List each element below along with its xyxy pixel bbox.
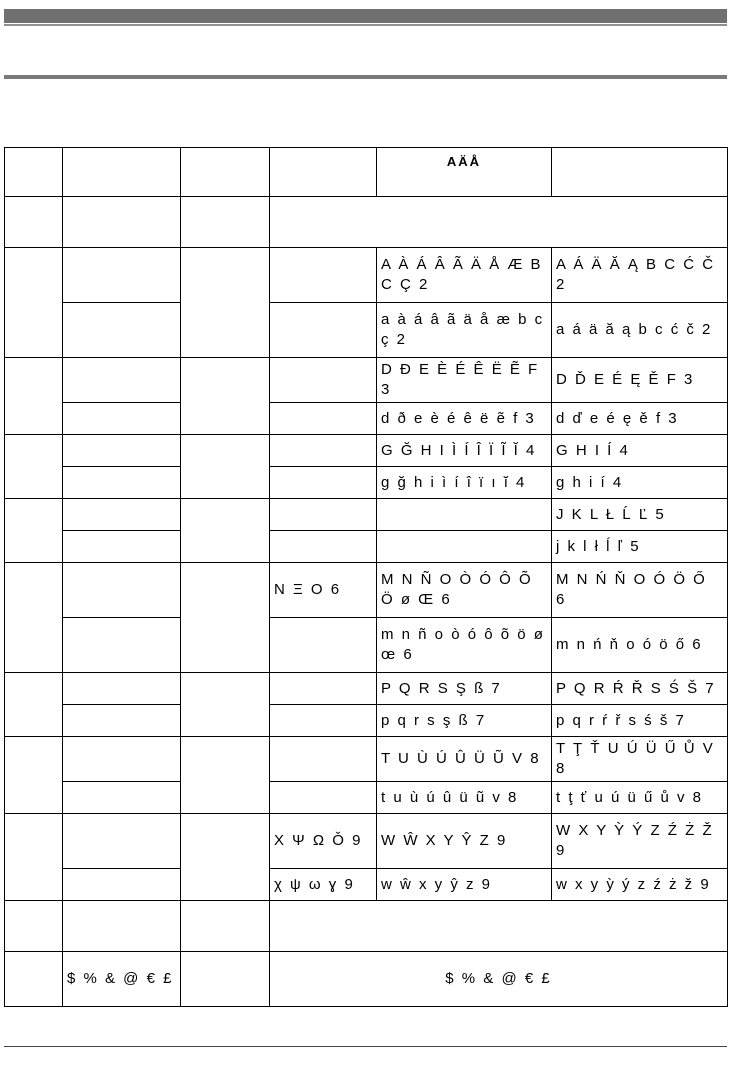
key3-lower-extended: d ð e è é ê ë ẽ f 3 xyxy=(377,403,552,435)
key2-lower-eastern: a á ä ă ą b c ć č 2 xyxy=(552,303,728,358)
table-cell xyxy=(63,705,181,737)
table-cell xyxy=(181,499,270,563)
table-cell xyxy=(63,901,181,952)
key4-upper-extended: G Ğ H I Ì Í Î Ï Ĩ Ĭ 4 xyxy=(377,435,552,467)
table-row xyxy=(5,901,728,952)
table-cell xyxy=(63,563,181,618)
key6-lower-extended: m n ñ o ò ó ô õ ö ø œ 6 xyxy=(377,618,552,673)
table-cell xyxy=(5,435,63,499)
symbols-cell: $ % & @ € £ xyxy=(63,952,181,1007)
table-cell xyxy=(5,499,63,563)
table-cell xyxy=(270,499,377,531)
table-cell xyxy=(181,563,270,673)
key9-lower-eastern: w x y ỳ ý z ź ż ž 9 xyxy=(552,869,728,901)
table-row xyxy=(5,952,728,1007)
table-cell xyxy=(63,869,181,901)
table-cell xyxy=(181,737,270,814)
header-cell xyxy=(5,148,63,197)
header-rule-thick xyxy=(4,9,727,23)
table-cell xyxy=(5,358,63,435)
table-cell xyxy=(5,248,63,358)
table-cell xyxy=(63,358,181,403)
table-cell xyxy=(63,782,181,814)
table-row xyxy=(5,737,728,782)
table-cell xyxy=(270,467,377,499)
header-cell xyxy=(270,148,377,197)
symbols-span-cell: $ % & @ € £ xyxy=(270,952,728,1007)
table-cell xyxy=(5,952,63,1007)
key3-lower-eastern: d ď e é ę ě f 3 xyxy=(552,403,728,435)
table-cell-span xyxy=(270,901,728,952)
table-row xyxy=(5,248,728,303)
key6-upper-extended: M N Ñ O Ò Ó Ô Õ Ö ø Œ 6 xyxy=(377,563,552,618)
table-cell-span xyxy=(270,197,728,248)
key7-lower-eastern: p q r ŕ ř s ś š 7 xyxy=(552,705,728,737)
key4-lower-extended: g ğ h i ì í î ï ı ĭ 4 xyxy=(377,467,552,499)
key9-lower-greek: χ ψ ω ɣ 9 xyxy=(270,869,377,901)
table-row xyxy=(5,869,728,901)
key3-upper-eastern: D Ď E É Ę Ě F 3 xyxy=(552,358,728,403)
key7-upper-extended: P Q R S Ş ß 7 xyxy=(377,673,552,705)
table-cell xyxy=(270,782,377,814)
table-row xyxy=(5,435,728,467)
table-cell xyxy=(5,901,63,952)
key5-upper-eastern: J K L Ł Ĺ Ľ 5 xyxy=(552,499,728,531)
section-rule xyxy=(4,75,727,79)
table-cell xyxy=(5,197,63,248)
key9-upper-greek: Χ Ψ Ω Ǒ 9 xyxy=(270,814,377,869)
character-table xyxy=(4,147,728,1007)
table-cell xyxy=(63,467,181,499)
table-row xyxy=(5,303,728,358)
key8-upper-eastern: T Ţ Ť U Ú Ü Ű Ů V 8 xyxy=(552,737,728,782)
table-row xyxy=(5,673,728,705)
table-row xyxy=(5,499,728,531)
table-cell xyxy=(181,901,270,952)
key8-upper-extended: T U Ù Ú Û Ü Ũ V 8 xyxy=(377,737,552,782)
table-cell xyxy=(270,248,377,303)
header-cell xyxy=(63,148,181,197)
header-cell xyxy=(181,148,270,197)
table-cell xyxy=(270,358,377,403)
table-row xyxy=(5,618,728,673)
table-row xyxy=(5,403,728,435)
table-cell xyxy=(181,248,270,358)
table-cell xyxy=(270,303,377,358)
table-cell xyxy=(377,499,552,531)
key2-upper-eastern: A Á Ä Ă Ą B C Ć Č 2 xyxy=(552,248,728,303)
table-cell xyxy=(63,499,181,531)
table-cell xyxy=(270,531,377,563)
key3-upper-extended: D Đ E È É Ê Ë Ẽ F 3 xyxy=(377,358,552,403)
table-cell xyxy=(181,952,270,1007)
key2-lower-extended: a à á â ã ä å æ b c ç 2 xyxy=(377,303,552,358)
table-cell xyxy=(63,435,181,467)
table-header-row xyxy=(5,148,728,197)
table-cell xyxy=(181,358,270,435)
key6-lower-eastern: m n ń ň o ó ö ő 6 xyxy=(552,618,728,673)
table-row xyxy=(5,814,728,869)
table-cell xyxy=(270,403,377,435)
table-cell xyxy=(181,197,270,248)
table-cell xyxy=(63,248,181,303)
table-cell xyxy=(63,814,181,869)
table-row xyxy=(5,531,728,563)
table-cell xyxy=(181,435,270,499)
table-cell xyxy=(63,531,181,563)
table-cell xyxy=(181,814,270,901)
table-cell xyxy=(270,705,377,737)
header-cell-extended: AÄÅ xyxy=(377,148,552,197)
table-cell xyxy=(5,563,63,673)
key8-lower-eastern: t ţ ť u ú ü ű ů v 8 xyxy=(552,782,728,814)
table-row xyxy=(5,197,728,248)
table-cell xyxy=(5,814,63,901)
table-cell xyxy=(5,737,63,814)
table-cell xyxy=(270,673,377,705)
key6-upper-eastern: M N Ń Ň O Ó Ö Ő 6 xyxy=(552,563,728,618)
key4-upper-eastern: G H I Í 4 xyxy=(552,435,728,467)
table-cell xyxy=(5,673,63,737)
key9-upper-extended: W Ŵ X Y Ŷ Z 9 xyxy=(377,814,552,869)
header-cell xyxy=(552,148,728,197)
key7-upper-eastern: P Q R Ŕ Ř S Ś Š 7 xyxy=(552,673,728,705)
table-cell xyxy=(181,673,270,737)
key5-lower-eastern: j k l ł ĺ ľ 5 xyxy=(552,531,728,563)
table-row xyxy=(5,358,728,403)
table-cell xyxy=(270,737,377,782)
table-row xyxy=(5,782,728,814)
header-rule-thin xyxy=(4,24,727,26)
table-cell xyxy=(63,673,181,705)
table-row xyxy=(5,467,728,499)
table-row xyxy=(5,705,728,737)
key2-upper-extended: A À Á Â Ã Ä Å Æ B C Ç 2 xyxy=(377,248,552,303)
table-cell xyxy=(63,197,181,248)
footer-rule xyxy=(4,1046,727,1047)
key8-lower-extended: t u ù ú û ü ũ v 8 xyxy=(377,782,552,814)
table-cell xyxy=(270,618,377,673)
table-row xyxy=(5,563,728,618)
table-cell xyxy=(270,435,377,467)
table-cell xyxy=(63,737,181,782)
table-cell xyxy=(63,618,181,673)
key9-lower-extended: w ŵ x y ŷ z 9 xyxy=(377,869,552,901)
key4-lower-eastern: g h i í 4 xyxy=(552,467,728,499)
key6-upper-greek: N Ξ O 6 xyxy=(270,563,377,618)
table-cell xyxy=(63,403,181,435)
table-cell xyxy=(377,531,552,563)
table-cell xyxy=(63,303,181,358)
key9-upper-eastern: W X Y Ỳ Ý Z Ź Ż Ž 9 xyxy=(552,814,728,869)
key7-lower-extended: p q r s ş ß 7 xyxy=(377,705,552,737)
